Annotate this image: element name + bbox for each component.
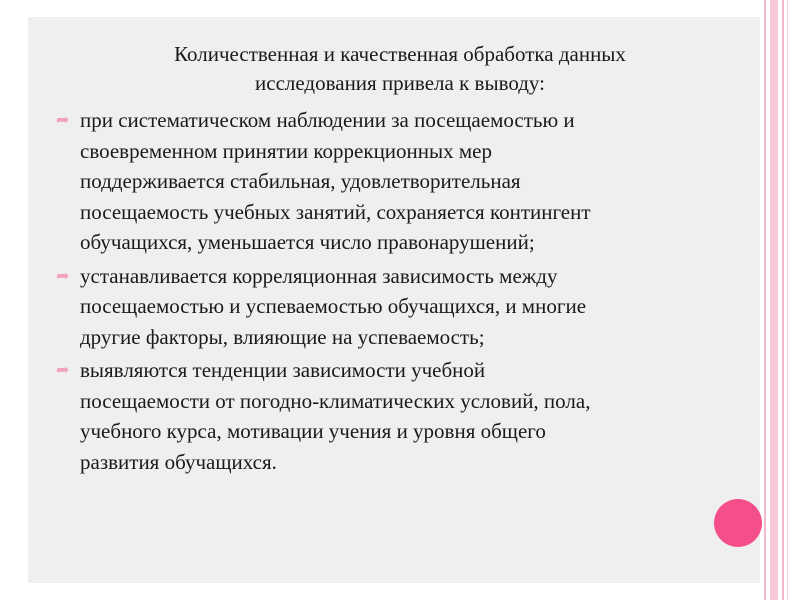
bullet-text-line: выявляются тенденции зависимости учебной [80,358,486,382]
bullet-text-line: своевременном принятии коррекционных мер [80,138,492,163]
circle-arrow-icon: ➦ [56,360,70,379]
heading-line: Количественная и качественная обработка данных [174,42,626,66]
circle-arrow-icon: ➦ [56,110,70,129]
bullet-text-line: развития обучащихся. [80,449,277,474]
bullet-text-line: устанавливается корреляционная зависимость между [80,263,558,288]
bullet-item [56,355,736,477]
bullet-text-line: посещаемость учебных занятий, сохраняется контингент [80,199,591,224]
bullet-list [56,105,736,480]
bullet-text-line: учебного курса, мотивации учения и уровня общего [80,419,546,443]
bullet-item [56,261,736,353]
decorative-dot [714,499,762,547]
bullet-text-line: посещаемости от погодно-климатических условий, пола, [80,388,591,413]
bullet-text-line: обучащихся, уменьшается число правонарушений; [80,230,535,254]
bullet-text-line: другие факторы, влияющие на успеваемость; [80,324,485,349]
slide-heading [70,40,730,98]
bullet-item [56,105,736,258]
bullet-text-line: поддерживается стабильная, удовлетворительная [80,169,521,193]
bullet-text-line: при систематическом наблюдении за посещаемостью и [80,108,575,132]
decorative-stripe [770,0,778,600]
bullet-text-line: посещаемостью и успеваемостью обучащихся, и многие [80,294,587,318]
decorative-stripe [782,0,784,600]
decorative-stripe [764,0,766,600]
circle-arrow-icon: ➦ [56,265,70,285]
heading-line: исследования привела к выводу: [255,71,545,95]
decorative-stripe [787,0,788,600]
